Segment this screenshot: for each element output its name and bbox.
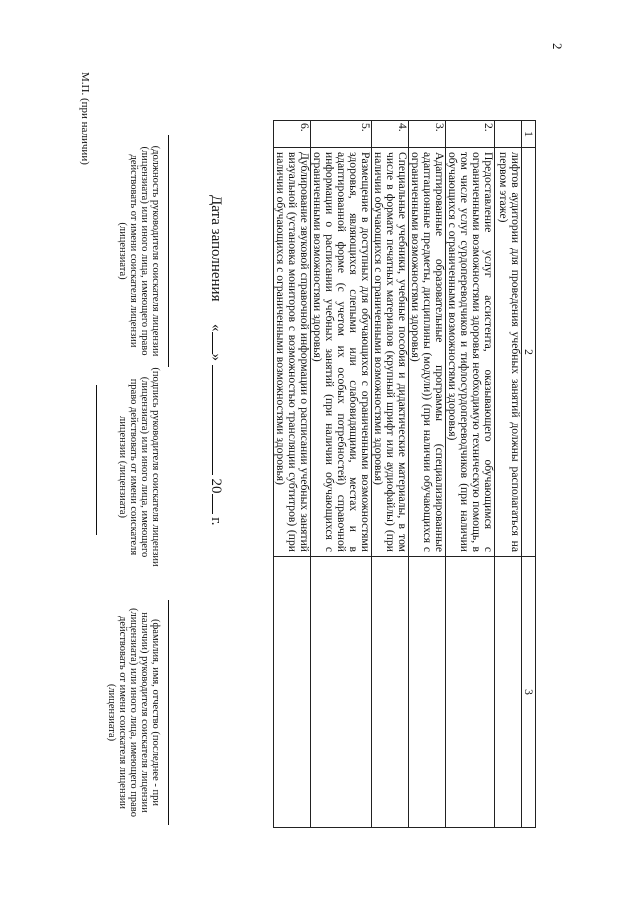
- row-number: 4.: [372, 121, 409, 148]
- signature-caption: (подпись руководителя соискателя лицензии (лицензиата) или иного лица, имеющего право действовать от имени соискателя лицензии (лицензиата): [117, 367, 161, 567]
- page-number: 2: [550, 43, 565, 50]
- position-caption: (должность руководителя соискателя лицензии (лицензиата) или иного лица, имеющего право действовать от имени соискателя лицензии (лицензиата): [117, 145, 161, 357]
- table-row: [446, 121, 495, 828]
- row-number-cell: [495, 121, 522, 148]
- row-text: Дублирование звуковой справочной информации о расписании учебных занятий визуальной (установка мониторов с возможностью трансляции субтитров) (при наличии обучающихся с ограниченными возможностями здоровья): [274, 148, 311, 557]
- row-text: Адаптированные образовательные программы (специализированные адаптационные предметы, дисциплины (модули)) (при наличии обучающихся с ограниченными возможностями здоровья): [409, 148, 446, 557]
- row-value-cell: [409, 557, 446, 828]
- header-col-3: 3: [522, 557, 536, 828]
- row-text: Размещение в доступных для обучающихся с ограниченными возможностями здоровья, являющихся слепыми или слабовидящими, местах и в адаптированной форме (с учетом их особых потребностей) справочной информации о расписании учебных занятий (при наличии обучающихся с ограниченными возможностями здоровья): [311, 148, 372, 557]
- fill-date-line: [207, 195, 227, 525]
- row-number: 6.: [274, 121, 311, 148]
- row-number: 3.: [409, 121, 446, 148]
- year-suffix: г.: [208, 517, 224, 526]
- requirements-table: [273, 120, 536, 828]
- signature-line: [96, 385, 97, 535]
- seal-note: М.П. (при наличии): [79, 72, 91, 165]
- table-row: [409, 121, 446, 828]
- table-header-row: [522, 121, 536, 828]
- table-row: [372, 121, 409, 828]
- header-col-2: 2: [522, 148, 536, 557]
- table-row-continued: [495, 121, 522, 828]
- fill-date-label: Дата заполнения: [208, 195, 224, 302]
- full-name-caption: (фамилия, имя, отчество (последнее - при наличии) руководителя соискателя лицензии (лицензиата) или иного лица, имеющего право действовать от имени соискателя лицензии (лицензиата): [106, 608, 161, 817]
- full-name-line: [168, 600, 169, 825]
- row-text: Специальные учебники, учебные пособия и дидактические материалы, в том числе в формате печатных материалов (крупный шрифт или аудиофайлы) (при наличии обучающихся с ограниченными возможностями здоровья): [372, 148, 409, 557]
- position-line: [168, 135, 169, 367]
- row-continued-text: лифтов аудитории для проведения учебных занятий должны располагаться на первом этаже): [495, 148, 522, 557]
- year-prefix: 20: [208, 478, 224, 494]
- signature-caption-block: [117, 367, 161, 567]
- row-value-cell: [372, 557, 409, 828]
- row-value-cell: [446, 557, 495, 828]
- row-number: 2.: [446, 121, 495, 148]
- row-number: 5.: [311, 121, 372, 148]
- full-name-caption-block: [106, 600, 161, 825]
- row-value-cell: [311, 557, 372, 828]
- close-quote: »: [208, 353, 224, 361]
- table-row: [311, 121, 372, 828]
- day-blank: [212, 332, 227, 354]
- open-quote: «: [208, 324, 224, 332]
- month-blank: [212, 365, 227, 475]
- row-text: Предоставление услуг ассистента, оказывающего обучающимся с ограниченными возможностями здоровья необходимую техническую помощь, в том числе услуг сурдопереводчиков и тифлосурдопереводчиков (при наличии обучающихся с ограниченными возможностями здоровья): [446, 148, 495, 557]
- year-blank: [212, 494, 227, 514]
- table-row: [274, 121, 311, 828]
- row-value-cell: [274, 557, 311, 828]
- position-caption-block: [117, 135, 161, 367]
- header-col-1: 1: [522, 121, 536, 148]
- row-value-cell: [495, 557, 522, 828]
